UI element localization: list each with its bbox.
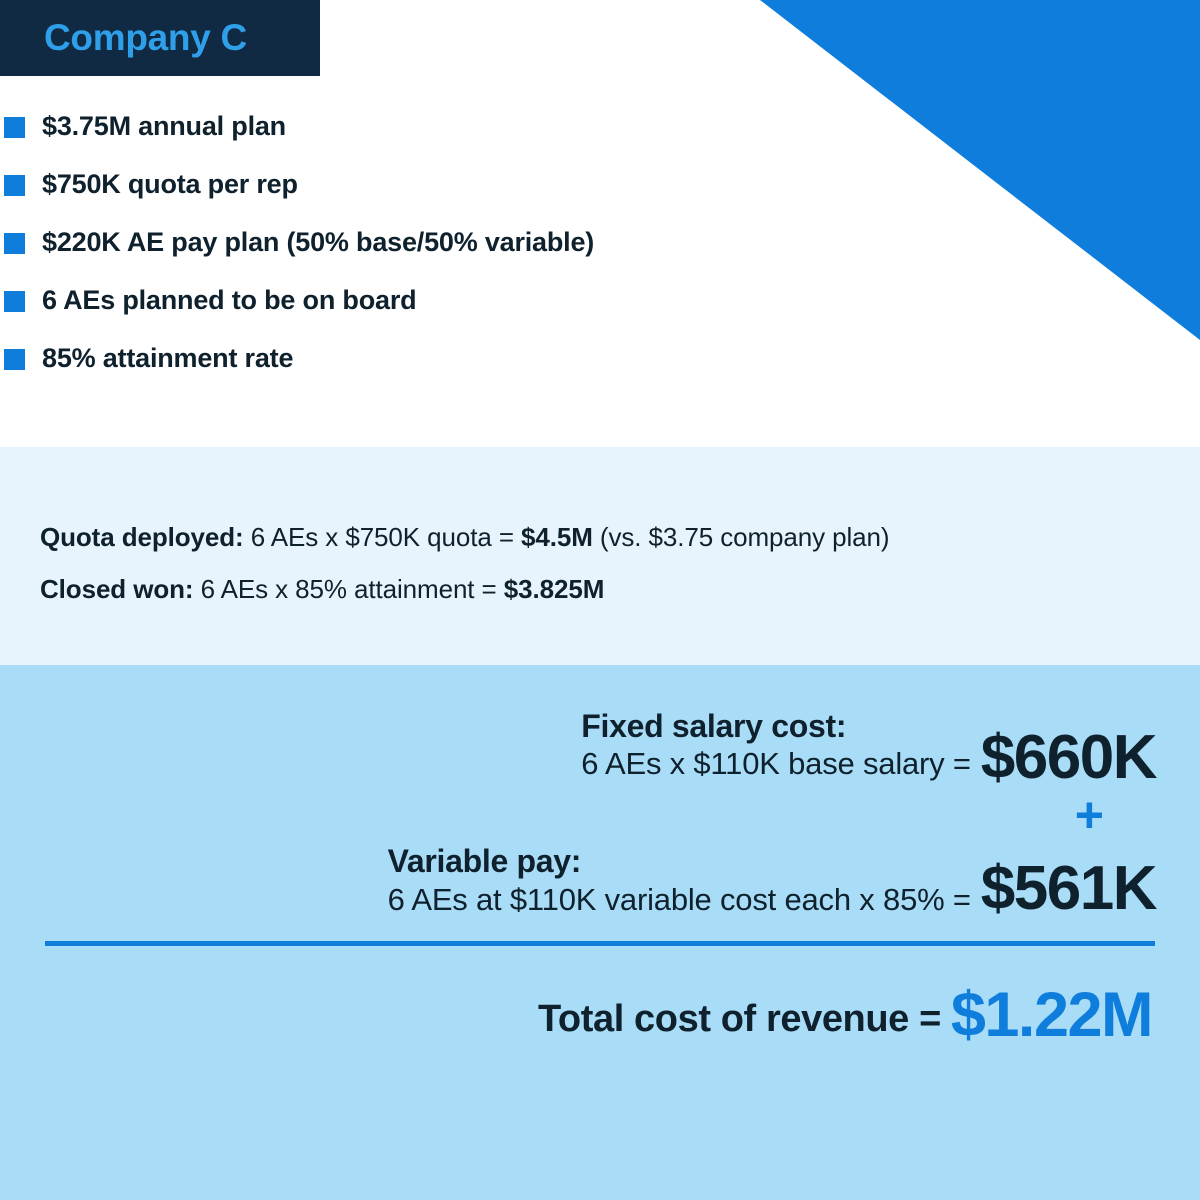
fixed-salary-block — [44, 707, 1156, 793]
quota-deployed-line — [40, 519, 1160, 557]
list-item — [0, 168, 820, 204]
closed-won-label: Closed won: — [40, 573, 194, 604]
square-bullet-icon — [4, 349, 25, 370]
closed-won-value: $3.825M — [503, 573, 605, 604]
quota-deployed-value: $4.5M — [521, 522, 593, 552]
fixed-salary-label: Fixed salary cost: — [581, 708, 847, 744]
square-bullet-icon — [4, 291, 25, 312]
square-bullet-icon — [4, 117, 25, 138]
total-amount: $1.22M — [950, 980, 1152, 1051]
list-item — [0, 342, 820, 378]
list-item-label: 6 AEs planned to be on board — [42, 285, 417, 315]
sum-divider — [45, 941, 1155, 946]
variable-pay-amount: $561K — [980, 854, 1156, 924]
plus-operator: + — [1074, 787, 1104, 844]
closed-won-line — [40, 571, 1160, 609]
bullet-list — [0, 110, 820, 400]
summary-section — [0, 447, 1200, 665]
total-row — [44, 980, 1156, 1051]
closed-won-expression: 6 AEs x 85% attainment = — [193, 573, 504, 604]
list-item-label: $3.75M annual plan — [42, 111, 286, 141]
quota-deployed-label: Quota deployed: — [40, 522, 244, 552]
list-item — [0, 226, 820, 262]
list-item — [0, 110, 820, 146]
square-bullet-icon — [4, 175, 25, 196]
list-item-label: $750K quota per rep — [42, 169, 298, 199]
variable-pay-block — [44, 842, 1156, 924]
list-item-label: 85% attainment rate — [42, 343, 294, 373]
variable-pay-expression: 6 AEs at $110K variable cost each x 85% = — [387, 881, 971, 917]
list-item — [0, 284, 820, 320]
top-section — [0, 0, 1200, 447]
fixed-salary-expression: 6 AEs x $110K base salary = — [581, 746, 971, 782]
fixed-salary-text — [581, 707, 981, 788]
quota-deployed-expression: 6 AEs x $750K quota = — [243, 522, 522, 552]
company-title-badge — [0, 0, 320, 76]
cost-calculation-section — [0, 665, 1200, 1200]
total-label: Total cost of revenue = — [537, 998, 941, 1041]
variable-pay-text — [388, 842, 981, 919]
corner-triangle-decoration — [760, 0, 1200, 340]
variable-pay-label: Variable pay: — [387, 843, 582, 880]
list-item-label: $220K AE pay plan (50% base/50% variable) — [42, 227, 595, 257]
square-bullet-icon — [4, 233, 25, 254]
quota-deployed-note: (vs. $3.75 company plan) — [592, 522, 890, 552]
fixed-salary-amount: $660K — [980, 723, 1156, 793]
page-title: Company C — [44, 17, 247, 58]
